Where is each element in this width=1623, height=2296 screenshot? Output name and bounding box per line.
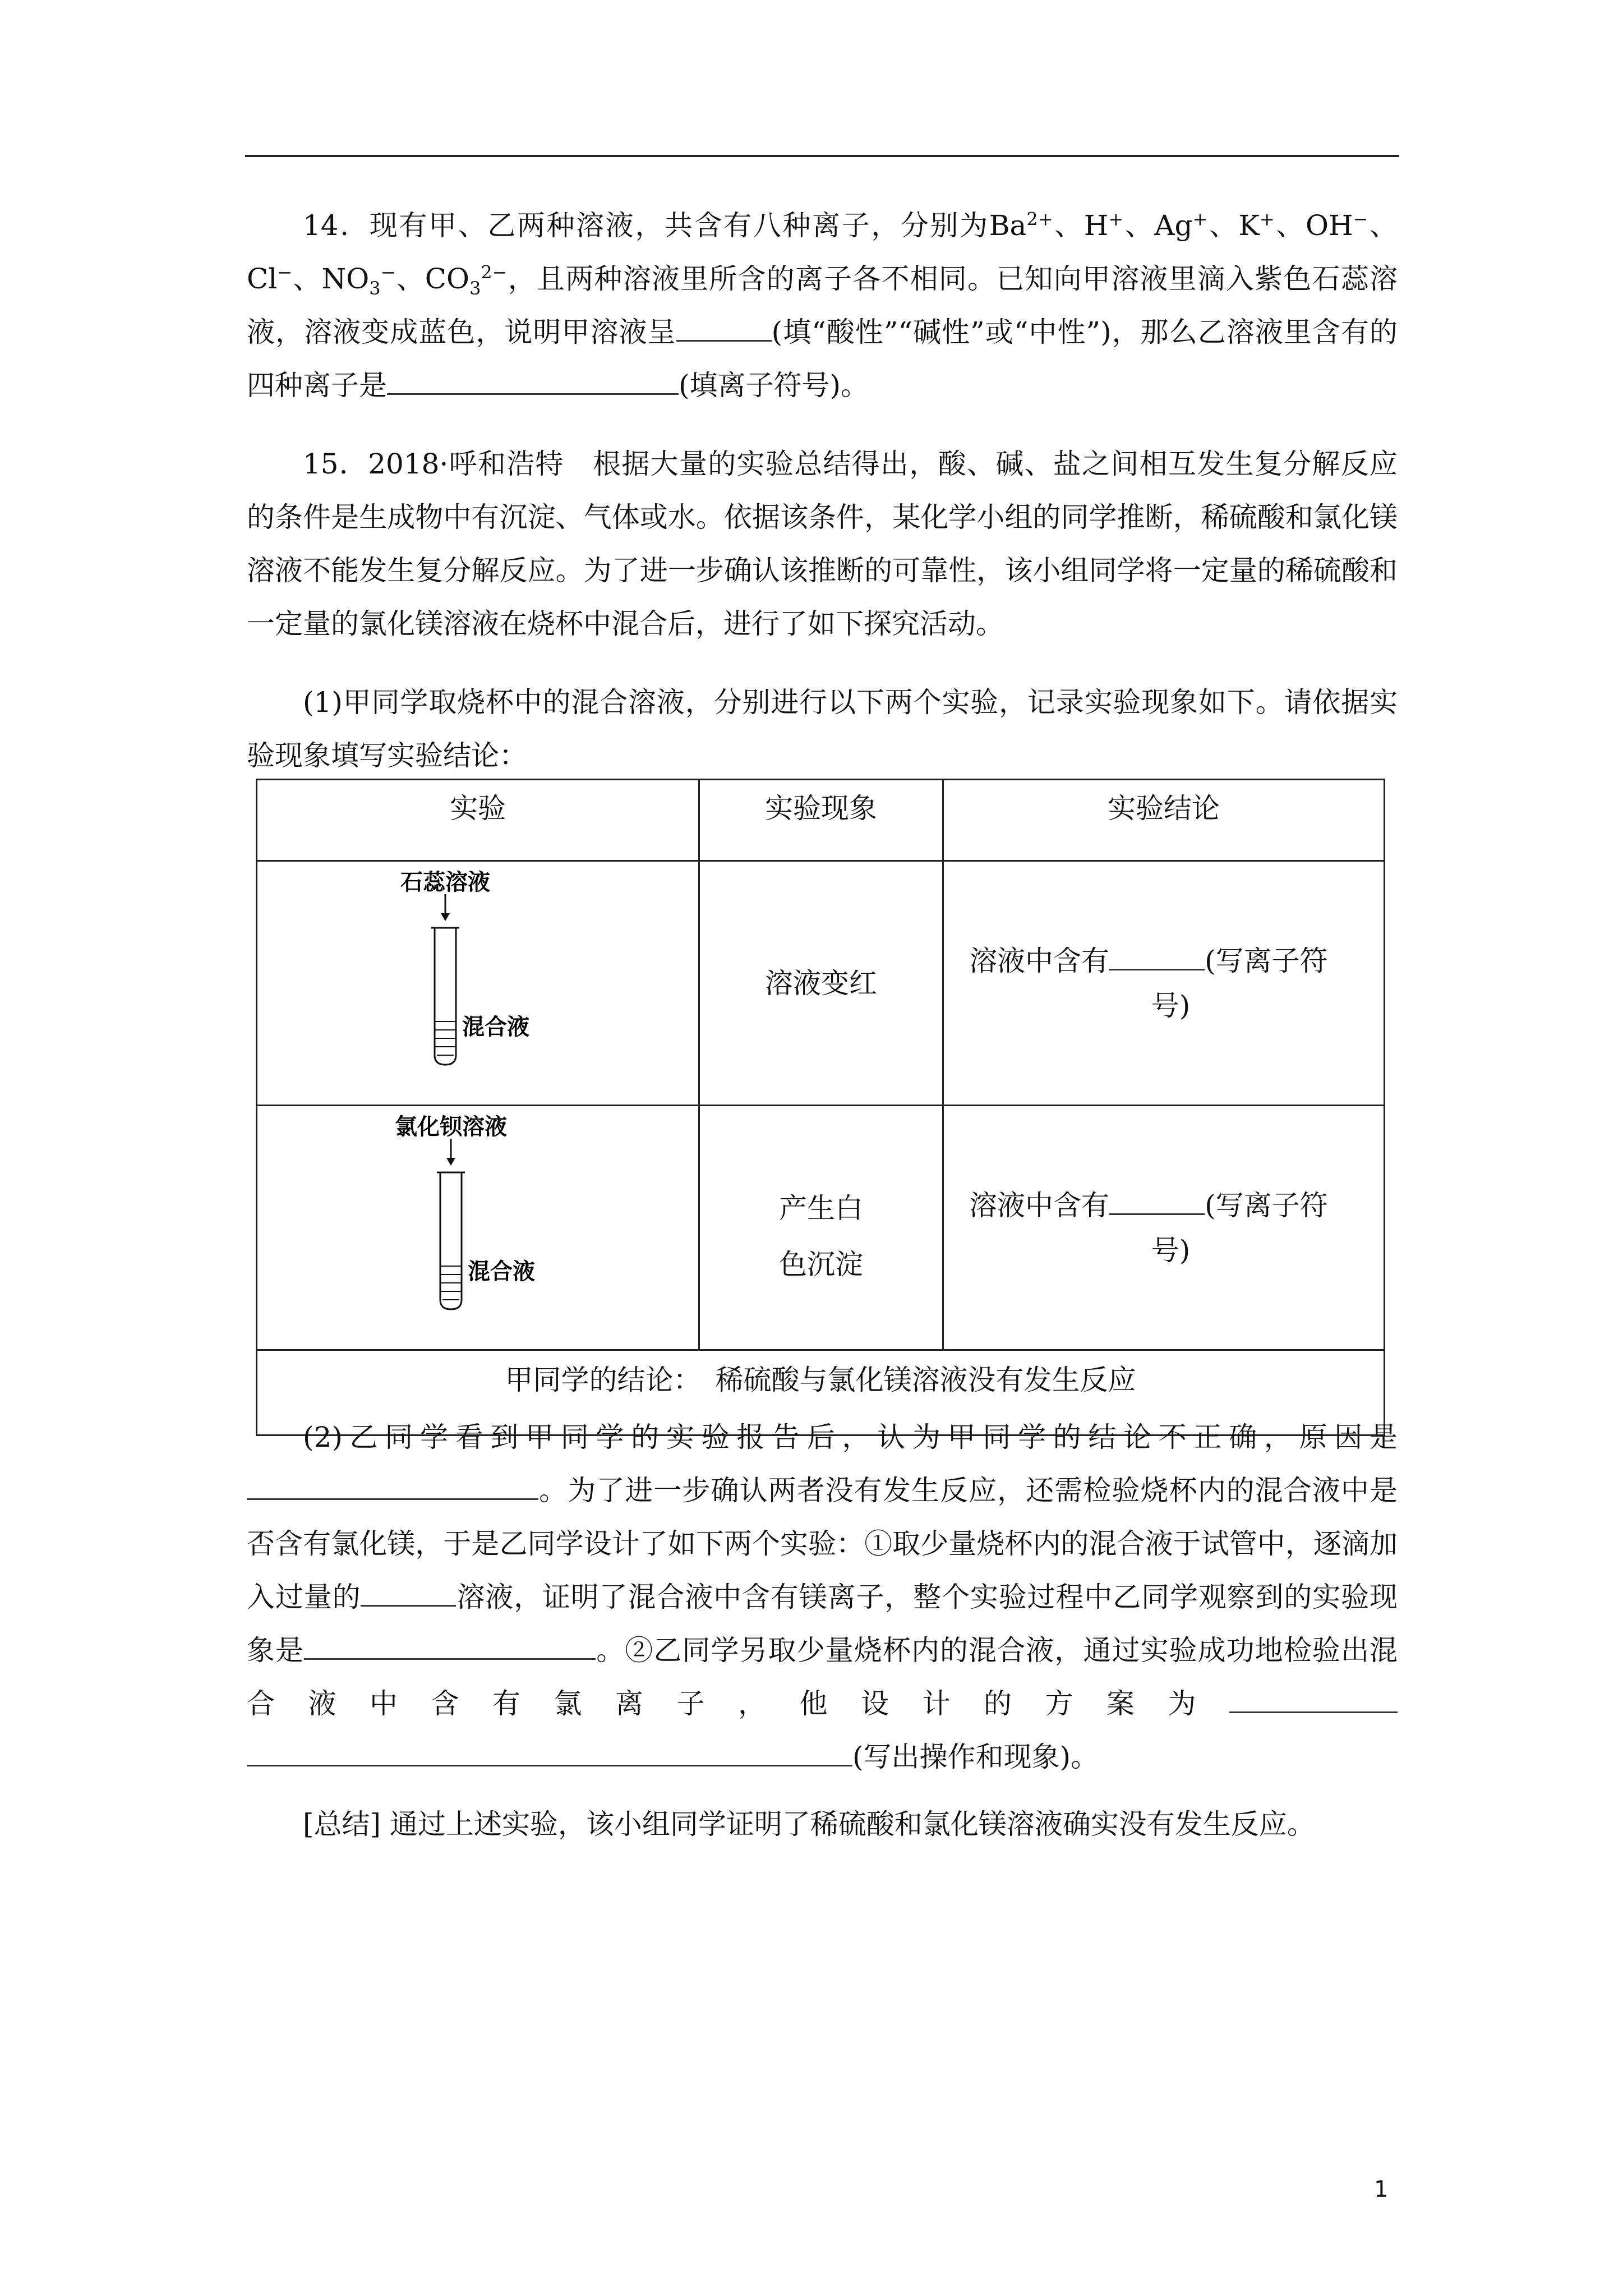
- answer-blank-ions[interactable]: [387, 365, 679, 395]
- reagent-label: 石蕊溶液: [400, 869, 490, 895]
- experiment-figure-litmus: [257, 861, 699, 1106]
- experiment-table: [256, 779, 1385, 1436]
- table-header-phenomenon: 实验现象: [699, 780, 943, 861]
- reagent-label: 氯化钡溶液: [395, 1114, 507, 1140]
- question-15-part2: (2)乙同学看到甲同学的实验报告后，认为甲同学的结论不正确，原因是。为了进一步确认两者没有发生反应，还需检验烧杯内的混合液中是否含有氯化镁，于是乙同学设计了如下两个实验：①取少量烧杯内的混合液于试管中，逐滴加入过量的 溶液，证明了混合液中含有镁离子，整个实验过程中乙同学观察到的实验现象是 。②乙同学另取少量烧杯内的混合液，通过实验成功地检验出混合液中含有氯离子，他设计的方案为(写出操作和现象)。: [247, 1421, 1398, 1773]
- phenomenon-cell: 溶液变红: [699, 861, 943, 1106]
- table-header-conclusion: 实验结论: [943, 780, 1385, 861]
- table-header-experiment: 实验: [257, 780, 699, 861]
- table-row: [257, 861, 1385, 1106]
- answer-blank-acidity[interactable]: [676, 312, 772, 342]
- answer-blank-reagent[interactable]: [361, 1577, 456, 1607]
- answer-blank-plan-1[interactable]: [1229, 1683, 1398, 1713]
- question-14: 14．现有甲、乙两种溶液，共含有八种离子，分别为$Ba^{2+}$、H+、Ag+、K+、OH−、Cl−、$NO_3^-$、$CO_3^{2-}$，且两种溶液里所含的离子各不相同。已知向甲溶液里滴入紫色石蕊溶液，溶液变成蓝色，说明甲溶液呈 (填“酸性”“碱性”或“中性”)，那么乙溶液里含有的四种离子是 (填离子符号)。: [247, 208, 1398, 402]
- page-number: 1: [1374, 2177, 1389, 2202]
- document-body-lower: [247, 1411, 1398, 1851]
- answer-blank-observation[interactable]: [304, 1630, 596, 1660]
- answer-blank-plan-2[interactable]: [247, 1737, 852, 1766]
- table-row: [257, 1106, 1385, 1350]
- mixture-label: 混合液: [468, 1259, 535, 1285]
- table-footer-conclusion: 甲同学的结论： 稀硫酸与氯化镁溶液没有发生反应: [257, 1350, 1385, 1435]
- test-tube-bacl2-icon: [257, 1106, 698, 1349]
- table-header-row: [257, 780, 1385, 861]
- experiment-figure-bacl2: [257, 1106, 699, 1350]
- document-body: [247, 199, 1398, 783]
- question-15-summary: [总结] 通过上述实验，该小组同学证明了稀硫酸和氯化镁溶液确实没有发生反应。: [303, 1808, 1315, 1841]
- header-rule: [245, 155, 1399, 157]
- test-tube-litmus-icon: [257, 862, 698, 1105]
- answer-blank-ion-1[interactable]: [1109, 941, 1205, 970]
- answer-blank-ion-2[interactable]: [1109, 1185, 1205, 1215]
- conclusion-cell: 溶液中含有 (写离子符 号): [943, 1106, 1385, 1350]
- answer-blank-reason[interactable]: [247, 1470, 538, 1500]
- phenomenon-cell: 产生白 色沉淀: [699, 1106, 943, 1350]
- mixture-label: 混合液: [462, 1014, 529, 1040]
- conclusion-cell: 溶液中含有 (写离子符 号): [943, 861, 1385, 1106]
- question-15-part1: (1)甲同学取烧杯中的混合溶液，分别进行以下两个实验，记录实验现象如下。请依据实验现象填写实验结论：: [247, 686, 1398, 772]
- question-15-intro: 15．2018·呼和浩特 根据大量的实验总结得出，酸、碱、盐之间相互发生复分解反应的条件是生成物中有沉淀、气体或水。依据该条件，某化学小组的同学推断，稀硫酸和氯化镁溶液不能发生复分解反应。为了进一步确认该推断的可靠性，该小组同学将一定量的稀硫酸和一定量的氯化镁溶液在烧杯中混合后，进行了如下探究活动。: [247, 448, 1398, 640]
